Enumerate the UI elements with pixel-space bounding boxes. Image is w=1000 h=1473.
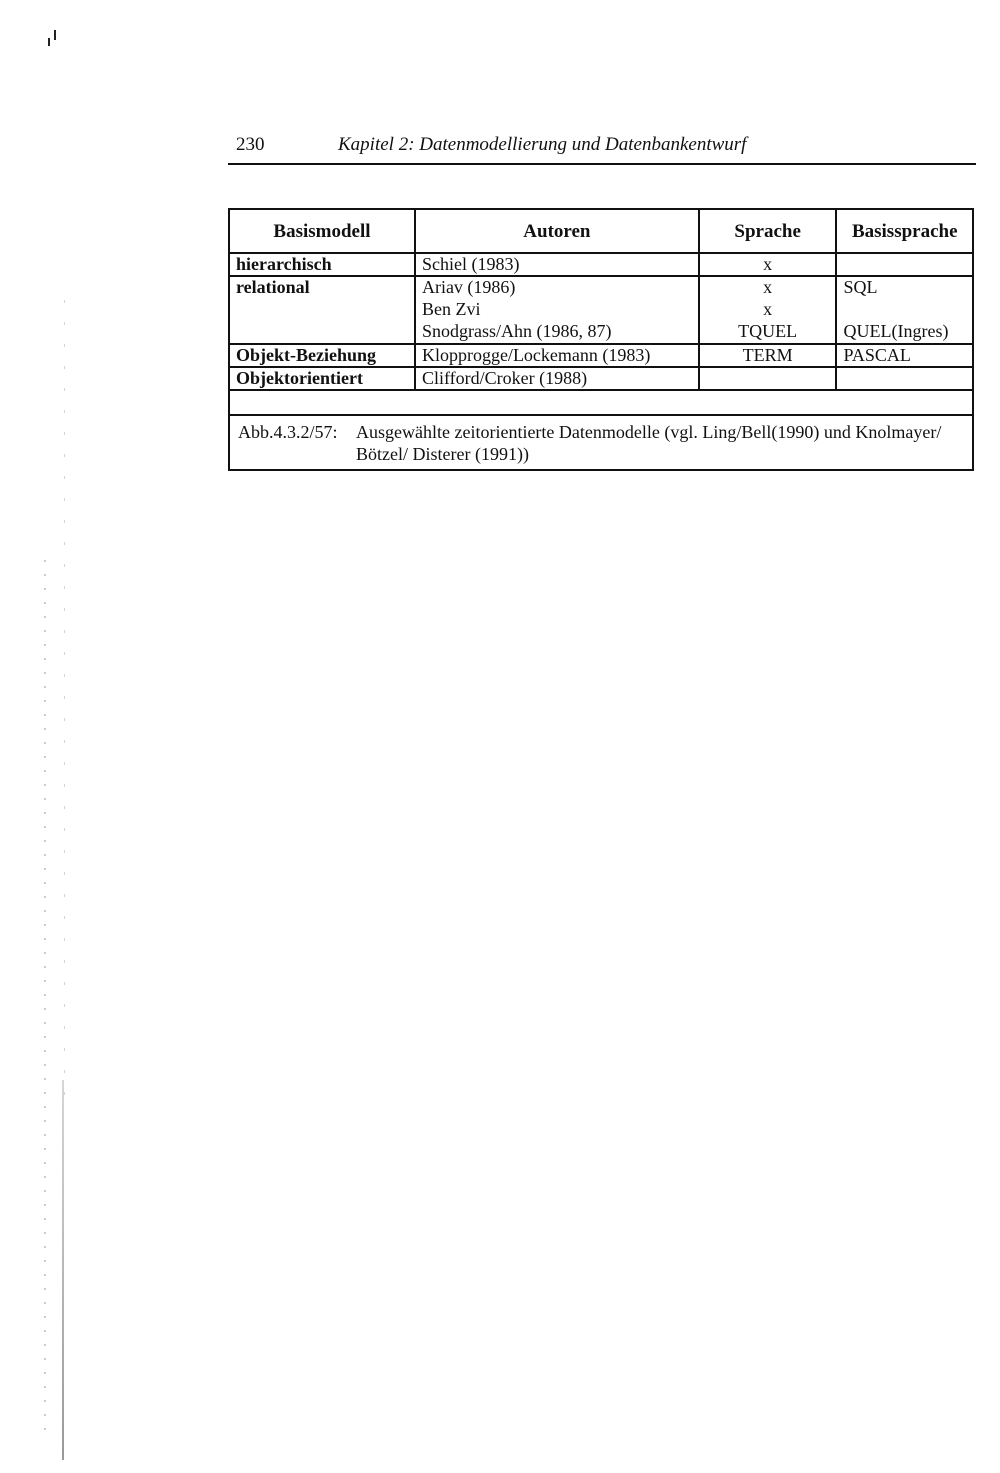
cell-authors: Klopprogge/Lockemann (1983): [415, 344, 699, 367]
cell-language: TERM: [699, 344, 837, 367]
table-row: [230, 253, 972, 276]
header-rule: [228, 163, 976, 165]
cell-language: [699, 367, 837, 390]
caption-label: Abb.4.3.2/57:: [238, 422, 338, 442]
table-row: [230, 276, 972, 344]
base-language-line: QUEL(Ingres): [843, 321, 949, 341]
cell-base-language: [836, 367, 972, 390]
cell-model: Objektorientiert: [230, 367, 415, 390]
base-language-line: SQL: [843, 277, 878, 297]
scan-binding-edge: [62, 1080, 64, 1460]
cell-authors: [415, 276, 699, 344]
table-header-row: [230, 210, 972, 253]
page-number: 230: [236, 134, 265, 155]
cell-base-language: [836, 253, 972, 276]
language-line: x: [763, 277, 773, 297]
author-line: Snodgrass/Ahn (1986, 87): [421, 321, 612, 341]
cell-model: Objekt-Beziehung: [230, 344, 415, 367]
cell-language: [699, 276, 837, 344]
header-autoren: Autoren: [415, 210, 699, 253]
chapter-title: Kapitel 2: Datenmodellierung und Datenbankentwurf: [338, 134, 747, 155]
figure-table-frame: [228, 208, 974, 471]
table-row: [230, 367, 972, 390]
scan-binding-marks: [44, 560, 46, 1440]
table-row: [230, 344, 972, 367]
header-basissprache: Basissprache: [836, 210, 972, 253]
scan-binding-marks-2: [64, 300, 65, 1100]
figure-caption: [230, 414, 972, 465]
language-line: TQUEL: [738, 321, 798, 341]
datenmodelle-table: [230, 210, 972, 391]
language-line: x: [763, 299, 773, 319]
cell-authors: Clifford/Croker (1988): [415, 367, 699, 390]
author-line: Ben Zvi: [421, 299, 481, 319]
cell-language: x: [699, 253, 837, 276]
author-line: Ariav (1986): [421, 277, 516, 297]
header-sprache: Sprache: [699, 210, 837, 253]
caption-text: Ausgewählte zeitorientierte Datenmodelle (vgl. Ling/Bell(1990) und Knolmayer/ Bötzel/ Disterer (1991)): [356, 422, 942, 464]
running-head: [228, 134, 976, 164]
cell-model: hierarchisch: [230, 253, 415, 276]
cell-base-language: PASCAL: [836, 344, 972, 367]
cell-model: relational: [230, 276, 415, 344]
scan-speck: [48, 38, 50, 46]
cell-authors: Schiel (1983): [415, 253, 699, 276]
cell-base-language: [836, 276, 972, 344]
header-basismodell: Basismodell: [230, 210, 415, 253]
scan-speck: [54, 30, 56, 40]
base-language-line: [843, 299, 966, 321]
